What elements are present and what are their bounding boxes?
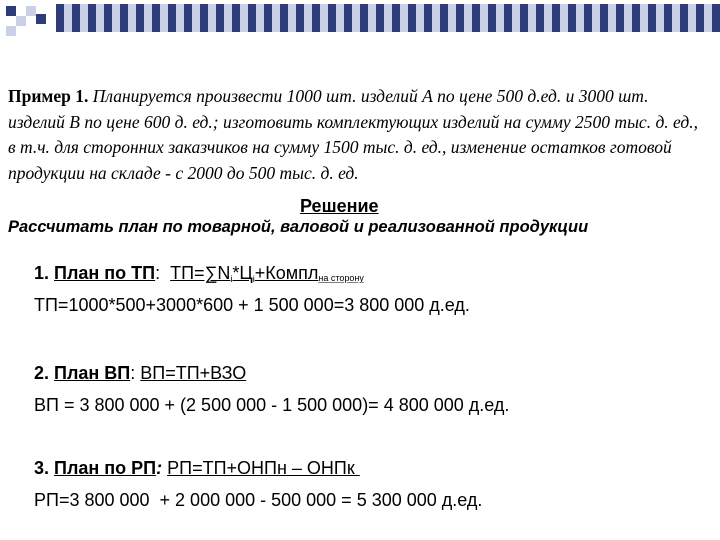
header-tile <box>704 4 712 32</box>
header-tile <box>672 4 680 32</box>
item1-sub-i2: i <box>252 274 255 284</box>
item1-sub-side: на сторону <box>318 273 364 283</box>
item2-calc: ВП = 3 800 000 + (2 500 000 - 1 500 000)= 4 800 000 д.ед. <box>34 395 510 415</box>
header-tile <box>208 4 216 32</box>
header-tile <box>560 4 568 32</box>
item2-formula: ВП=ТП+ВЗО <box>140 363 247 383</box>
header-tile <box>320 4 328 32</box>
header-tile <box>528 4 536 32</box>
item1-formula <box>170 263 364 283</box>
header-tile <box>392 4 400 32</box>
header-tile <box>88 4 96 32</box>
header-tile <box>256 4 264 32</box>
item3-formula-line <box>34 458 360 479</box>
header-tile <box>312 4 320 32</box>
header-tile <box>552 4 560 32</box>
header-tile <box>120 4 128 32</box>
header-tile <box>104 4 112 32</box>
item1-formula-a: ТП=∑N <box>170 263 231 283</box>
header-tile <box>248 4 256 32</box>
header-tile <box>144 4 152 32</box>
header-tile <box>664 4 672 32</box>
header-tile <box>240 4 248 32</box>
header-tile <box>304 4 312 32</box>
header-tile <box>608 4 616 32</box>
header-tile <box>272 4 280 32</box>
header-tile <box>176 4 184 32</box>
header-tile <box>472 4 480 32</box>
header-tile <box>648 4 656 32</box>
solution-heading: Решение <box>300 196 379 216</box>
header-tile <box>424 4 432 32</box>
header-tile <box>592 4 600 32</box>
header-tile <box>160 4 168 32</box>
item1-formula-c: +Компл <box>254 263 319 283</box>
header-tile <box>600 4 608 32</box>
header-tile <box>216 4 224 32</box>
header-tile <box>464 4 472 32</box>
header-tile <box>224 4 232 32</box>
header-tile <box>376 4 384 32</box>
header-tile <box>512 4 520 32</box>
header-tile <box>456 4 464 32</box>
item1-number: 1. <box>34 263 50 283</box>
header-tile <box>280 4 288 32</box>
header-tile <box>328 4 336 32</box>
header-tile <box>344 4 352 32</box>
header-tile <box>416 4 424 32</box>
header-tile <box>296 4 304 32</box>
header-tile <box>264 4 272 32</box>
header-tile <box>480 4 488 32</box>
header-tile <box>352 4 360 32</box>
item2-colon: : <box>130 363 136 383</box>
item2-title: План ВП <box>54 363 131 383</box>
header-decoration <box>0 0 720 40</box>
header-tile <box>168 4 176 32</box>
item2-number: 2. <box>34 363 50 383</box>
header-tile <box>200 4 208 32</box>
example-lead: Пример 1. <box>8 86 89 106</box>
header-tile <box>544 4 552 32</box>
header-tile <box>192 4 200 32</box>
item3-formula: РП=ТП+ОНПн – ОНПк <box>167 458 360 478</box>
header-tile <box>128 4 136 32</box>
example-paragraph <box>8 84 708 186</box>
header-tile <box>576 4 584 32</box>
item3-number: 3. <box>34 458 50 478</box>
header-tile <box>688 4 696 32</box>
header-tile <box>448 4 456 32</box>
header-tile <box>56 4 64 32</box>
header-tile <box>696 4 704 32</box>
header-tile <box>616 4 624 32</box>
header-tile <box>656 4 664 32</box>
header-tile <box>360 4 368 32</box>
header-tile <box>384 4 392 32</box>
header-tile <box>504 4 512 32</box>
header-tile <box>400 4 408 32</box>
item3-title: План по РП <box>54 458 157 478</box>
header-tile <box>568 4 576 32</box>
header-tile <box>288 4 296 32</box>
header-tile <box>96 4 104 32</box>
header-tile <box>408 4 416 32</box>
item3-calc: РП=3 800 000 + 2 000 000 - 500 000 = 5 300 000 д.ед. <box>34 490 483 510</box>
task-statement: Рассчитать план по товарной, валовой и реализованной продукции <box>8 218 589 236</box>
header-tile <box>680 4 688 32</box>
header-tile <box>72 4 80 32</box>
item1-formula-line <box>34 263 364 284</box>
header-tile <box>536 4 544 32</box>
item1-colon: : <box>155 263 161 283</box>
item1-sub-i1: i <box>230 274 233 284</box>
header-tile <box>368 4 376 32</box>
header-tile <box>632 4 640 32</box>
header-tile <box>432 4 440 32</box>
header-tile <box>640 4 648 32</box>
header-tile <box>64 4 72 32</box>
item1-calc: ТП=1000*500+3000*600 + 1 500 000=3 800 000 д.ед. <box>34 295 470 315</box>
header-tile <box>112 4 120 32</box>
header-tile <box>624 4 632 32</box>
example-text: Планируется произвести 1000 шт. изделий А по цене 500 д.ед. и 3000 шт. изделий В по цене 600 д. ед.; изготовить комплектующих изделий на сумму 2500 тыс. д. ед., в т.ч. для сторонних заказчиков на сумму 1500 тыс. д. ед., изменение остатков готовой продукции на складе - с 2000 до 500 тыс. д. ед. <box>8 86 698 183</box>
item1-title: План по ТП <box>54 263 156 283</box>
header-tile <box>336 4 344 32</box>
header-tile <box>184 4 192 32</box>
item3-colon: : <box>156 458 163 478</box>
header-tile <box>496 4 504 32</box>
header-tile <box>584 4 592 32</box>
header-tile <box>152 4 160 32</box>
header-tile <box>136 4 144 32</box>
item2-formula-line <box>34 363 246 384</box>
header-tile <box>80 4 88 32</box>
item1-formula-b: *Ц <box>232 263 253 283</box>
header-tile <box>712 4 720 32</box>
header-tile <box>488 4 496 32</box>
header-tile <box>232 4 240 32</box>
header-tile <box>440 4 448 32</box>
header-tile <box>520 4 528 32</box>
